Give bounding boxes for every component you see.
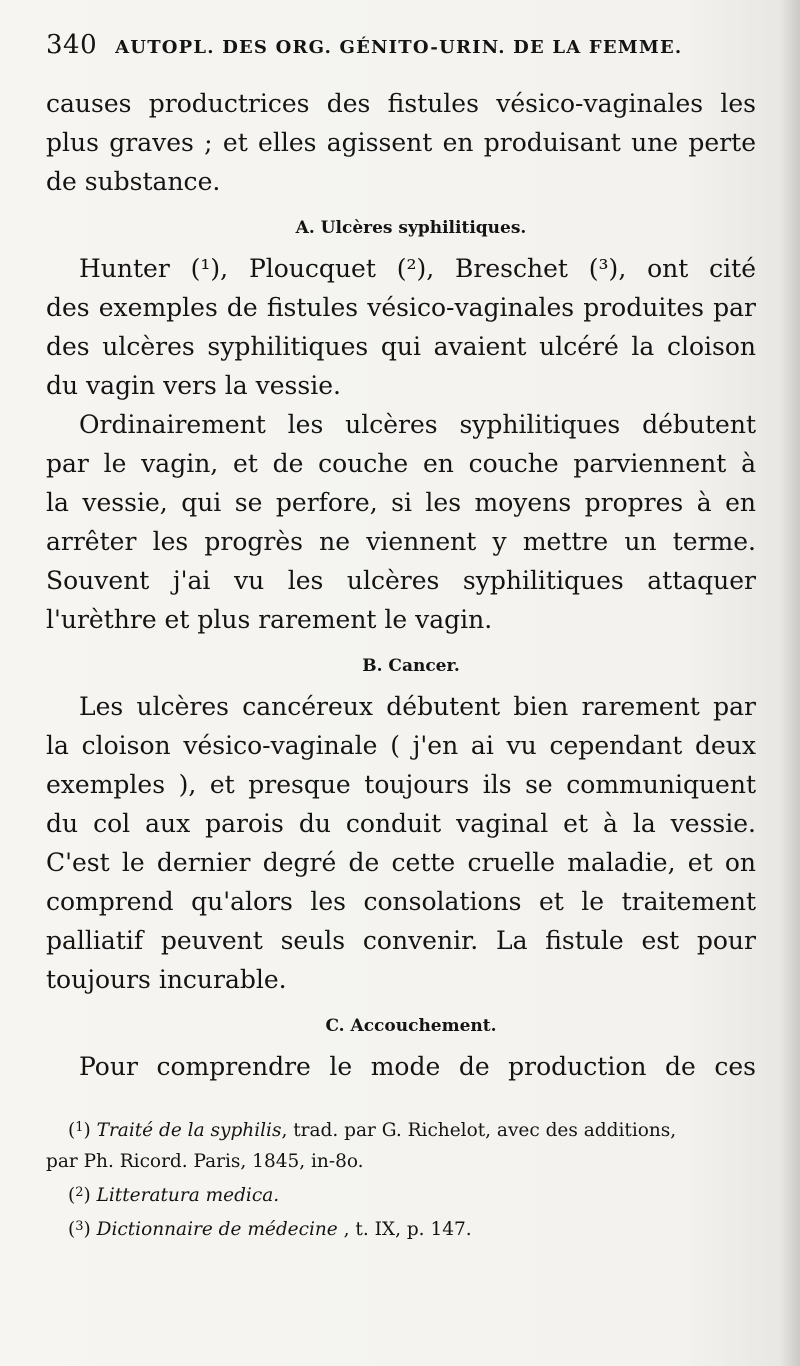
footnote-title: Dictionnaire de médecine: [96, 1219, 338, 1240]
footnote-title: Litteratura medica.: [96, 1185, 280, 1206]
footnote-1: ($^1$) Traité de la syphilis, trad. par G. Richelot, avec des additions,: [68, 1120, 677, 1141]
text-line: du col aux parois du conduit vaginal et à la vessie.: [46, 809, 756, 838]
section-a-paragraph-2: [46, 405, 756, 639]
text-line: Souvent j'ai vu les ulcères syphilitiques attaquer: [46, 566, 756, 595]
page-number: 340: [46, 30, 98, 60]
text-line: par le vagin, et de couche en couche parviennent à: [46, 449, 756, 478]
footnote-title: Traité de la syphilis: [96, 1120, 282, 1141]
text-line: toujours incurable.: [46, 965, 287, 994]
footnote-mark: 1: [75, 1120, 84, 1135]
footnote-2: ($^2$) Litteratura medica.: [68, 1185, 280, 1206]
footnote-mark: 2: [75, 1185, 84, 1200]
footnotes: [46, 1112, 756, 1245]
section-a-paragraph-1: [46, 249, 756, 405]
footnote-text: , t. IX, p. 147.: [337, 1219, 472, 1240]
intro-line: de substance.: [46, 167, 221, 196]
text-line: la vessie, qui se perfore, si les moyens propres à en: [46, 488, 756, 517]
text-line: C'est le dernier degré de cette cruelle maladie, et on: [46, 848, 756, 877]
section-heading-a: A. Ulcères syphilitiques.: [295, 218, 527, 238]
section-heading-b: B. Cancer.: [362, 656, 460, 676]
text-line: du vagin vers la vessie.: [46, 371, 341, 400]
text-line: des exemples de fistules vésico-vaginales produites par: [46, 293, 756, 322]
text-line: la cloison vésico-vaginale ( j'en ai vu cependant deux: [46, 731, 756, 760]
running-head-title: AUTOPL. DES ORG. GÉNITO-URIN. DE LA FEMME.: [115, 37, 683, 58]
text-line: des ulcères syphilitiques qui avaient ulcéré la cloison: [46, 332, 756, 361]
running-head: [46, 30, 756, 76]
text-line: comprend qu'alors les consolations et le traitement: [46, 887, 756, 916]
page-edge-shadow: [780, 0, 800, 1366]
section-b-paragraph-1: [46, 687, 756, 999]
intro-line: causes productrices des fistules vésico-vaginales les: [46, 89, 756, 118]
intro-paragraph: [46, 84, 756, 201]
text-line: Les ulcères cancéreux débutent bien rarement par: [79, 692, 756, 721]
footnote-text: , trad. par G. Richelot, avec des additions,: [281, 1120, 677, 1141]
footnote-3: ($^3$) Dictionnaire de médecine , t. IX, p. 147.: [68, 1219, 472, 1240]
footnote-mark: 3: [75, 1219, 84, 1234]
text-line: Ordinairement les ulcères syphilitiques débutent: [79, 410, 756, 439]
text-line: Pour comprendre le mode de production de ces: [79, 1052, 756, 1081]
footnote-1-continued: par Ph. Ricord. Paris, 1845, in-8o.: [46, 1151, 364, 1172]
section-heading-c: C. Accouchement.: [325, 1016, 497, 1036]
intro-line: plus graves ; et elles agissent en produisant une perte: [46, 128, 756, 157]
text-line: palliatif peuvent seuls convenir. La fistule est pour: [46, 926, 756, 955]
section-c-paragraph-1: [46, 1047, 756, 1086]
text-line: exemples ), et presque toujours ils se communiquent: [46, 770, 756, 799]
text-line: arrêter les progrès ne viennent y mettre un terme.: [46, 527, 756, 556]
text-line: l'urèthre et plus rarement le vagin.: [46, 605, 493, 634]
text-line: Hunter (¹), Ploucquet (²), Breschet (³), ont cité: [79, 254, 756, 283]
